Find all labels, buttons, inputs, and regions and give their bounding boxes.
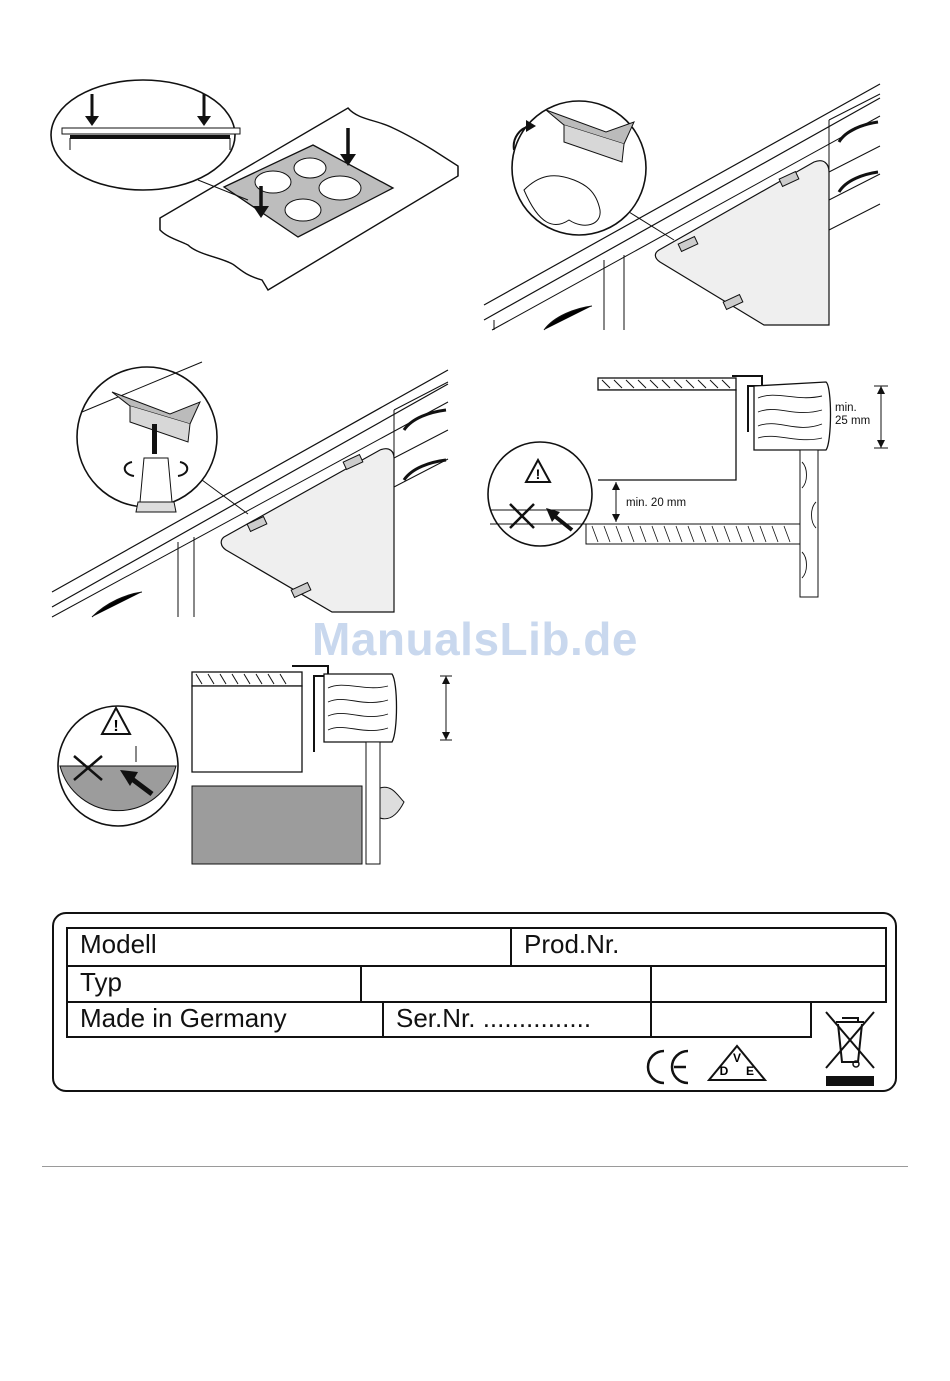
plate-cell-made-in: Made in Germany	[66, 1001, 384, 1038]
vde-mark-icon	[706, 1042, 768, 1084]
figure-drawer-section	[52, 662, 462, 867]
figure-hob-insertion	[48, 80, 468, 300]
rating-plate-grid	[66, 927, 887, 1038]
plate-cell-ser-nr: Ser.Nr. ...............	[382, 1001, 652, 1038]
plate-cell-prod-nr: Prod.Nr.	[510, 927, 887, 967]
weee-bin-icon	[818, 1006, 882, 1088]
svg-text:!: !	[113, 718, 119, 735]
svg-text:D: D	[719, 1064, 729, 1078]
plate-cell-typ: Typ	[66, 965, 362, 1003]
plate-cell-modell: Modell	[66, 927, 512, 967]
plate-cell-blank-3	[650, 1001, 812, 1038]
svg-text:E: E	[745, 1064, 755, 1078]
page-divider	[42, 1166, 908, 1167]
plate-cell-blank-1	[360, 965, 652, 1003]
figure-clip-screw	[52, 362, 452, 617]
plate-cell-blank-2	[650, 965, 887, 1003]
figure-clearance-section	[486, 372, 886, 597]
label-min-thickness: min. 25 mm	[835, 402, 871, 427]
figure-clip-attach	[484, 80, 884, 330]
watermark: ManualsLib.de	[312, 613, 638, 665]
label-min-gap: min. 20 mm	[626, 497, 687, 509]
ce-mark-icon	[642, 1047, 692, 1087]
svg-text:!: !	[535, 466, 541, 482]
rating-plate	[52, 912, 897, 1092]
svg-text:V: V	[732, 1051, 742, 1065]
